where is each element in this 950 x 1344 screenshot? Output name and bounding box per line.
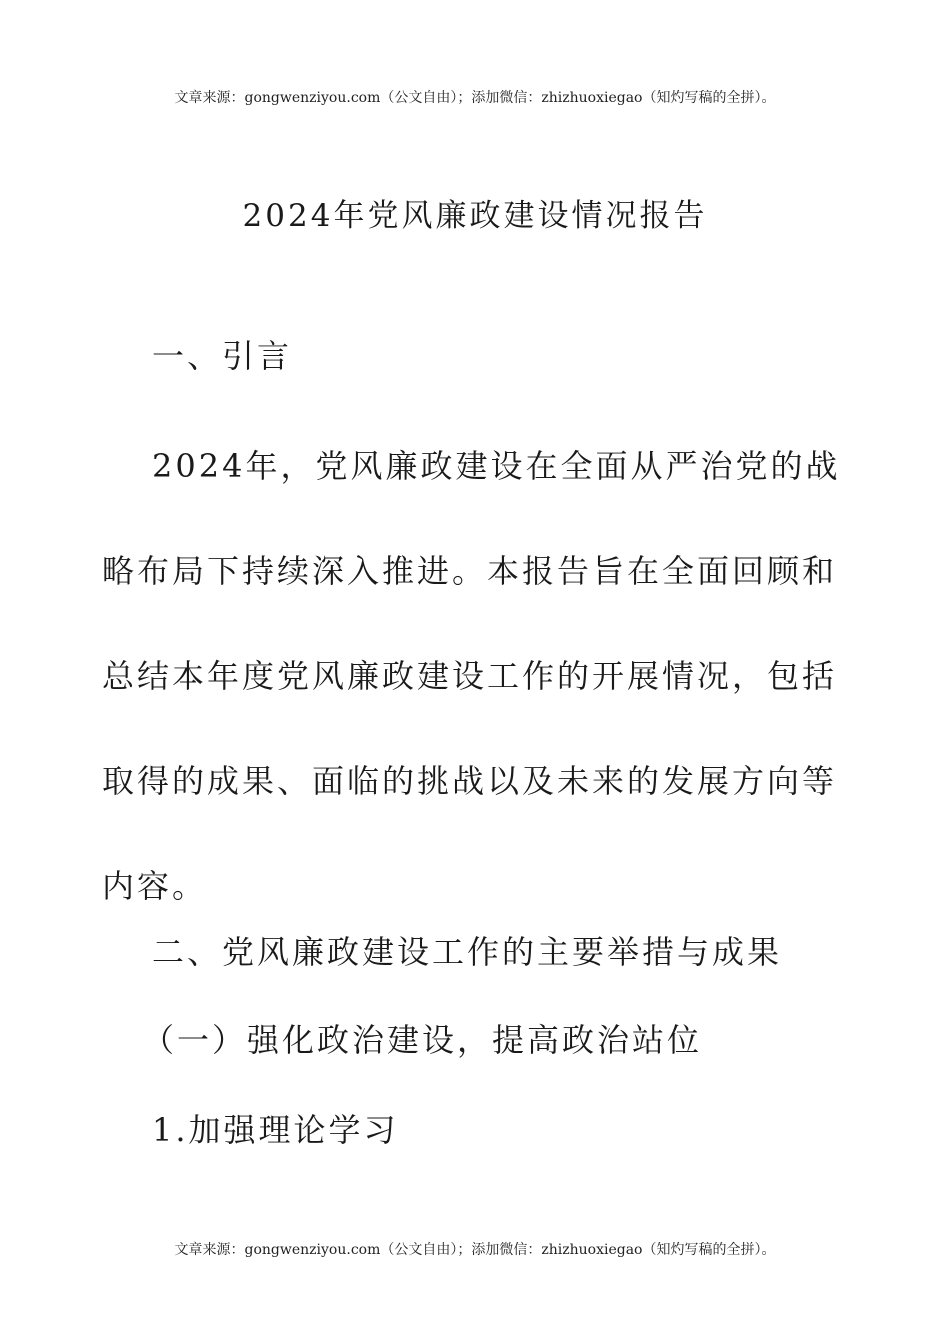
subsection-heading-political: （一）强化政治建设，提高政治站位 [142,1021,703,1059]
paragraph-line: 取得的成果、面临的挑战以及未来的发展方向等 [102,762,838,800]
footer-source-note: 文章来源：gongwenziyou.com（公文自由）；添加微信：zhizhuoxiegao（知灼写稿的全拼）。 [174,1242,776,1258]
paragraph-line: 内容。 [102,867,208,905]
document-title: 2024年党风廉政建设情况报告 [242,198,708,234]
section-heading-measures: 二、党风廉政建设工作的主要举措与成果 [152,933,783,971]
paragraph-line: 2024年，党风廉政建设在全面从严治党的战 [152,447,841,485]
intro-paragraph [102,414,862,939]
paragraph-line: 总结本年度党风廉政建设工作的开展情况，包括 [102,657,838,695]
header-source-note: 文章来源：gongwenziyou.com（公文自由）；添加微信：zhizhuoxiegao（知灼写稿的全拼）。 [174,90,776,106]
item-heading-theory-study: 1.加强理论学习 [152,1111,399,1149]
section-heading-intro: 一、引言 [152,337,293,375]
paragraph-line: 略布局下持续深入推进。本报告旨在全面回顾和 [102,552,838,590]
